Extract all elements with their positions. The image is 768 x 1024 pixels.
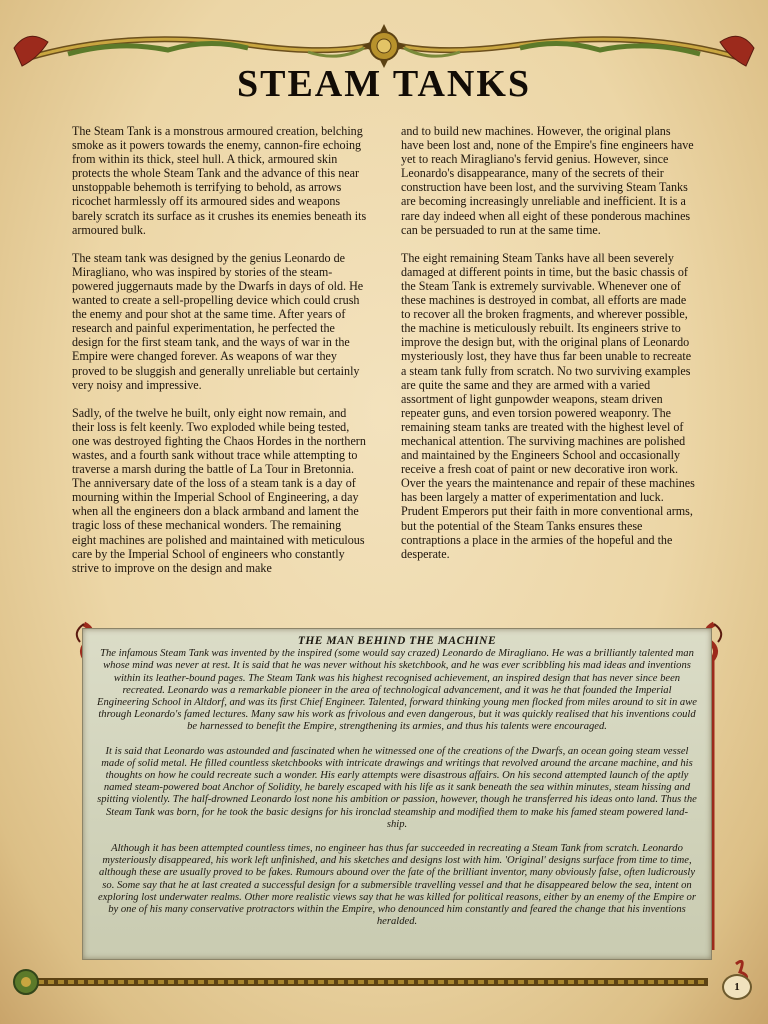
sidebar-paragraph: Although it has been attempted countless times, no engineer has thus far succeeded in recreating a Steam Tank from scratch. Leonardo mysteriously disappeared, his work left unfinished, and his sketches and designs lost with him. 'Original' designs surface from time to time, although these are usually proved to be fakes. Rumours abound over the fate of the brilliant inventor, many obviously false, often ludicrously so. Some say that he at last created a successful design for a submersible travelling vessel and that he disappeared below the sea, intent on exploring lost underwater realms. Other more realistic views say that he was killed for political reasons, either by an enemy of the Empire or by one of his many conservative protractors within the Empire, who denounced him constantly and feared the change that his inventions heralded. <box>98 843 696 928</box>
body-paragraph: The Steam Tank is a monstrous armoured creation, belching smoke as it powers towards the enemy, cannon-fire echoing from within its thick, steel hull. A thick, armoured skin protects the whole Steam Tank and the advance of this near unstoppable behemoth is terrifying to behold, as arrows ricochet harmlessly off its armoured sides and weapons barely scratch its surface as it crushes its enemies beneath its armoured bulk. <box>72 124 367 237</box>
sidebar-content <box>97 635 697 940</box>
ornamental-border-bottom <box>8 960 760 1010</box>
body-paragraph: The eight remaining Steam Tanks have all been severely damaged at different points in time, but the basic chassis of the Steam Tank is extremely survivable. Whenever one of these machines is destroyed in combat, all efforts are made to recover all the broken fragments, and wherever possible, the machine is meticulously rebuilt. Its engineers strive to improve the design but, with the original plans of Leonardo mysteriously lost, they have thus far been unable to recreate a steam tank fully from scratch. No two surviving examples are quite the same and they are armed with a varied assortment of light gunpowder weapons, steam driven repeater guns, and even torsion powered weaponry. The remaining steam tanks are treated with the highest level of mechanical attention. The surviving machines are polished and maintained by the Engineers School and occasionally receive a fresh coat of paint or new decorative iron work. Over the years the maintenance and repair of these machines has been largely a matter of experimentation and luck. Prudent Emperors put their faith in more conventional arms, but the potential of the Steam Tanks ensures these contraptions a place in the armies of the hopeful and the desperate. <box>401 250 695 561</box>
page-number: 1 <box>722 974 752 1000</box>
sidebar-title: THE MAN BEHIND THE MACHINE <box>297 635 497 647</box>
page-title: STEAM TANKS <box>236 63 532 105</box>
sidebar-paragraph: The infamous Steam Tank was invented by the inspired (some would say crazed) Leonardo de Miragliano. He was a brilliantly talented man whose mind was never at rest. It is said that he was never without his sketchbook, and he was ever scribbling his mad ideas and inventions within its leather-bound pages. The Steam Tank was his highest recognised achievement, an inspired design that has never since been recreated. Leonardo was a remarkable pioneer in the area of technological advancement, and it was he that founded the Imperial Engineering School in Altdorf, and was its first Chief Engineer. Talented, forward thinking young men flocked from miles around to sit in awe through Leonardo's famed lectures. Many saw his work as frivolous and even dangerous, but it was quickly realised that his inventions could be harnessed to benefit the Empire, strengthening its armies, and thus his talents were encouraged. <box>97 648 697 733</box>
body-paragraph: The steam tank was designed by the genius Leonardo de Miragliano, who was inspired by stories of the steam-powered juggernauts made by the Dwarfs in days of old. He wanted to create a sell-propelling device which could crush the enemy and pour shot at the same time. After years of research and painful experimentation, he perfected the design for the first steam tank, and the ways of war in the Empire were changed forever. As weapons of war they proved to be sluggish and generally unreliable but certainly very noisy and impressive. <box>72 250 364 392</box>
sidebar-paragraph: It is said that Leonardo was astounded and fascinated when he witnessed one of the creations of the Dwarfs, an ocean going steam vessel made of solid metal. He filled countless sketchbooks with intricate drawings and writings that revolved around the arcane machine, and his thoughts on how he could recreate such a wonder. His early attempts were disastrous affairs. On his second attempted launch of the aptly named steam-powered boat Anchor of Solidity, he barely escaped with his life as it sank beneath the sea within minutes, steam hissing and spitting violently. The half-drowned Leonardo lost none his ambition or passion, however, though he transferred his ideas onto land. Thus the Steam Tank was born, for he took the basic designs for his ironclad steamship and modified them to make his famed steam powered land-ship. <box>97 745 697 830</box>
left-column <box>72 124 367 589</box>
right-column <box>401 124 696 589</box>
body-columns <box>72 124 696 589</box>
body-paragraph: and to build new machines. However, the original plans have been lost and, none of the Empire's fine engineers have yet to reach Miragliano's fervid genius. However, since Leonardo's disappearance, many of the secrets of their construction have been lost, and the surviving Steam Tanks are becoming increasingly unreliable and inefficient. It is a rare day indeed when all eight of these ponderous machines can be persuaded to run at the same time. <box>401 124 694 237</box>
body-paragraph: Sadly, of the twelve he built, only eight now remain, and their loss is felt keenly. Two exploded while being tested, one was destroyed fighting the Chaos Hordes in the northern wastes, and a fourth sank without trace while attempting to traverse a marsh during the battle of La Tour in Bretonnia. The anniversary date of the loss of a steam tank is a day of mourning within the Imperial School of Engineering, a day when all the engineers don a black armband and lament the tragic loss of these mechanical wonders. The remaining eight machines are polished and maintained with meticulous care by the Imperial School of engineers who constantly strive to improve on the design and make <box>72 405 366 575</box>
sidebar-box <box>82 628 712 960</box>
